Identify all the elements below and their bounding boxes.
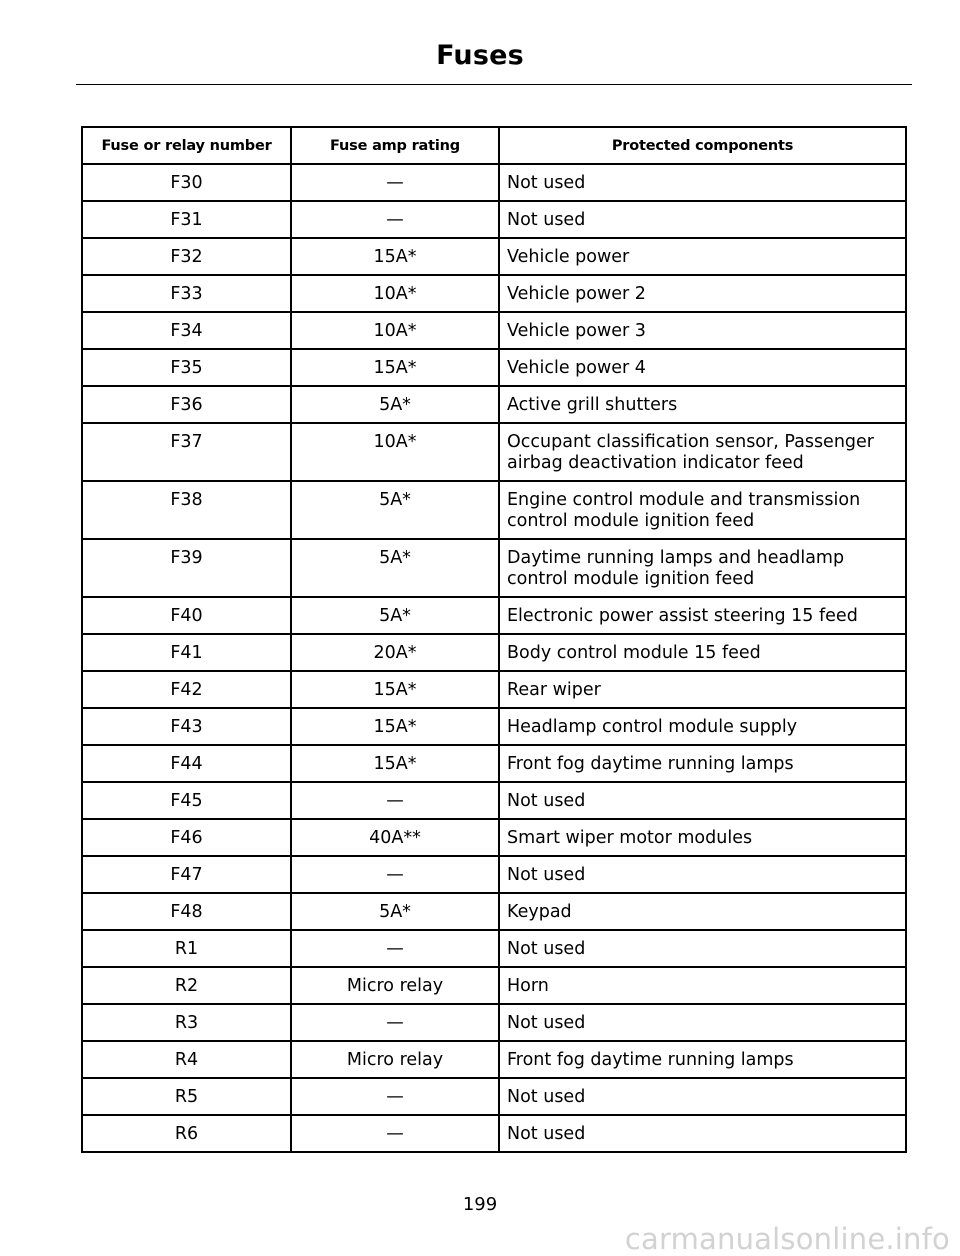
table-row <box>82 1078 906 1115</box>
amp-rating-cell: 5A* <box>291 386 499 423</box>
amp-rating-cell: — <box>291 201 499 238</box>
header-amp-rating: Fuse amp rating <box>291 127 499 164</box>
protected-components-cell: Not used <box>499 1004 906 1041</box>
amp-rating-cell: Micro relay <box>291 967 499 1004</box>
table-row <box>82 386 906 423</box>
fuse-number-cell: R1 <box>82 930 291 967</box>
table-row <box>82 856 906 893</box>
protected-components-cell: Not used <box>499 782 906 819</box>
amp-rating-cell: 5A* <box>291 539 499 597</box>
amp-rating-cell: 20A* <box>291 634 499 671</box>
amp-rating-cell: 15A* <box>291 349 499 386</box>
protected-components-cell: Electronic power assist steering 15 feed <box>499 597 906 634</box>
fuse-number-cell: F39 <box>82 539 291 597</box>
fuse-number-cell: F31 <box>82 201 291 238</box>
protected-components-cell: Smart wiper motor modules <box>499 819 906 856</box>
table-row <box>82 819 906 856</box>
table-row <box>82 967 906 1004</box>
table-row <box>82 745 906 782</box>
amp-rating-cell: 10A* <box>291 275 499 312</box>
protected-components-cell: Not used <box>499 1115 906 1152</box>
amp-rating-cell: 5A* <box>291 481 499 539</box>
protected-components-cell: Not used <box>499 164 906 201</box>
protected-components-cell: Vehicle power 3 <box>499 312 906 349</box>
fuse-number-cell: R2 <box>82 967 291 1004</box>
fuse-number-cell: F32 <box>82 238 291 275</box>
amp-rating-cell: — <box>291 782 499 819</box>
protected-components-cell: Not used <box>499 1078 906 1115</box>
page-title: Fuses <box>436 40 524 71</box>
title-divider <box>76 84 912 85</box>
amp-rating-cell: 5A* <box>291 893 499 930</box>
amp-rating-cell: — <box>291 164 499 201</box>
protected-components-cell: Occupant classification sensor, Passenger airbag deactivation indicator feed <box>499 423 906 481</box>
amp-rating-cell: 40A** <box>291 819 499 856</box>
protected-components-cell: Not used <box>499 201 906 238</box>
amp-rating-cell: — <box>291 1115 499 1152</box>
fuse-number-cell: F48 <box>82 893 291 930</box>
fuse-number-cell: F41 <box>82 634 291 671</box>
protected-components-cell: Daytime running lamps and headlamp control module ignition feed <box>499 539 906 597</box>
table-row <box>82 930 906 967</box>
amp-rating-cell: — <box>291 1004 499 1041</box>
amp-rating-cell: — <box>291 1078 499 1115</box>
protected-components-cell: Horn <box>499 967 906 1004</box>
fuse-number-cell: R4 <box>82 1041 291 1078</box>
amp-rating-cell: 10A* <box>291 423 499 481</box>
protected-components-cell: Keypad <box>499 893 906 930</box>
fuse-number-cell: F37 <box>82 423 291 481</box>
table-header-row <box>82 127 906 164</box>
fuse-table <box>81 126 907 1153</box>
fuse-number-cell: F47 <box>82 856 291 893</box>
protected-components-cell: Front fog daytime running lamps <box>499 1041 906 1078</box>
page-number: 199 <box>462 1194 498 1215</box>
amp-rating-cell: — <box>291 856 499 893</box>
fuse-number-cell: F44 <box>82 745 291 782</box>
table-row <box>82 539 906 597</box>
fuse-number-cell: R5 <box>82 1078 291 1115</box>
amp-rating-cell: 15A* <box>291 238 499 275</box>
fuse-number-cell: F30 <box>82 164 291 201</box>
fuse-number-cell: F34 <box>82 312 291 349</box>
table-row <box>82 481 906 539</box>
amp-rating-cell: Micro relay <box>291 1041 499 1078</box>
protected-components-cell: Headlamp control module supply <box>499 708 906 745</box>
fuse-number-cell: F45 <box>82 782 291 819</box>
table-row <box>82 1041 906 1078</box>
header-protected-components: Protected components <box>499 127 906 164</box>
table-row <box>82 597 906 634</box>
table-row <box>82 1004 906 1041</box>
protected-components-cell: Active grill shutters <box>499 386 906 423</box>
header-fuse-number: Fuse or relay number <box>82 127 291 164</box>
amp-rating-cell: 15A* <box>291 708 499 745</box>
protected-components-cell: Vehicle power 2 <box>499 275 906 312</box>
table-row <box>82 782 906 819</box>
fuse-number-cell: F43 <box>82 708 291 745</box>
amp-rating-cell: 15A* <box>291 745 499 782</box>
table-row <box>82 423 906 481</box>
fuse-number-cell: F42 <box>82 671 291 708</box>
watermark: carmanualsonline.info <box>624 1222 950 1256</box>
protected-components-cell: Body control module 15 feed <box>499 634 906 671</box>
amp-rating-cell: 5A* <box>291 597 499 634</box>
amp-rating-cell: — <box>291 930 499 967</box>
amp-rating-cell: 10A* <box>291 312 499 349</box>
table-row <box>82 275 906 312</box>
table-row <box>82 634 906 671</box>
protected-components-cell: Rear wiper <box>499 671 906 708</box>
table-row <box>82 708 906 745</box>
table-row <box>82 349 906 386</box>
fuse-number-cell: R3 <box>82 1004 291 1041</box>
fuse-number-cell: F40 <box>82 597 291 634</box>
table-row <box>82 201 906 238</box>
table-row <box>82 238 906 275</box>
table-row <box>82 671 906 708</box>
fuse-number-cell: F36 <box>82 386 291 423</box>
table-row <box>82 164 906 201</box>
protected-components-cell: Vehicle power 4 <box>499 349 906 386</box>
fuse-number-cell: F38 <box>82 481 291 539</box>
table-row <box>82 1115 906 1152</box>
protected-components-cell: Front fog daytime running lamps <box>499 745 906 782</box>
protected-components-cell: Vehicle power <box>499 238 906 275</box>
amp-rating-cell: 15A* <box>291 671 499 708</box>
fuse-number-cell: F35 <box>82 349 291 386</box>
table-row <box>82 893 906 930</box>
fuse-number-cell: F46 <box>82 819 291 856</box>
protected-components-cell: Engine control module and transmission control module ignition feed <box>499 481 906 539</box>
table-row <box>82 312 906 349</box>
protected-components-cell: Not used <box>499 930 906 967</box>
fuse-number-cell: R6 <box>82 1115 291 1152</box>
protected-components-cell: Not used <box>499 856 906 893</box>
fuse-number-cell: F33 <box>82 275 291 312</box>
